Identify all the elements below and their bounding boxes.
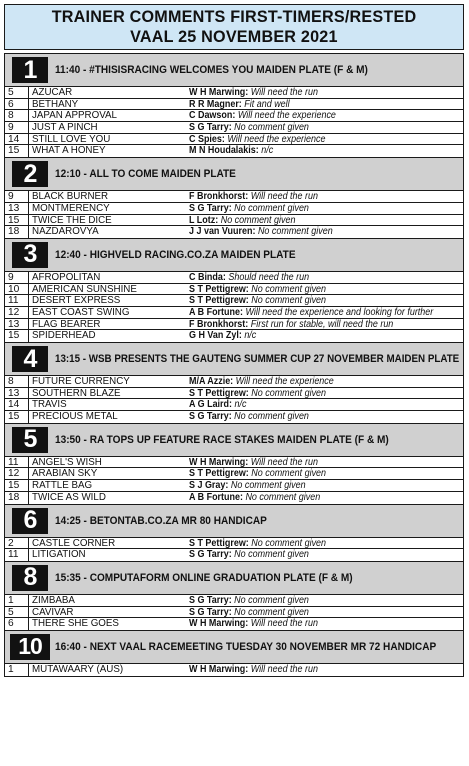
comment-text: Will need the run [250, 191, 318, 203]
runner-number: 11 [5, 295, 29, 306]
race-section [5, 157, 463, 238]
race-title: 16:40 - NEXT VAAL RACEMEETING TUESDAY 30 NOVEMBER MR 72 HANDICAP [55, 640, 437, 653]
horse-name: JAPAN APPROVAL [32, 110, 117, 122]
table-row [5, 492, 463, 504]
trainer-comment [189, 411, 309, 422]
comment-text: No comment given [251, 468, 327, 480]
horse-name: AFROPOLITAN [32, 271, 101, 283]
trainer-comment [189, 607, 309, 618]
trainer-name: S T Pettigrew: [189, 537, 249, 549]
horse-name: FUTURE CURRENCY [32, 376, 130, 387]
comment-text: No comment given [251, 283, 327, 295]
comment-text: Will need the experience [235, 376, 334, 387]
horse-name: JUST A PINCH [32, 122, 98, 134]
runner-number: 12 [5, 468, 29, 479]
race-section [5, 53, 463, 157]
trainer-comment [189, 110, 336, 121]
horse-name: AZUCAR [32, 87, 73, 98]
runner-number: 13 [5, 203, 29, 214]
runner-number: 13 [5, 388, 29, 399]
race-section [5, 342, 463, 423]
trainer-comment [189, 295, 326, 306]
trainer-comments-table [4, 53, 464, 677]
comment-text: Should need the run [228, 271, 310, 283]
race-section [5, 423, 463, 504]
comment-text: Will need the run [250, 663, 318, 675]
page-title-banner [4, 4, 464, 50]
table-row [5, 295, 463, 307]
race-number-badge: 3 [12, 242, 48, 268]
trainer-name: S G Tarry: [189, 122, 232, 134]
runner-number: 10 [5, 284, 29, 295]
table-row [5, 618, 463, 630]
comment-text: No comment given [245, 491, 321, 503]
race-header [5, 238, 463, 272]
runner-number: 11 [5, 549, 29, 561]
race-section [5, 238, 463, 342]
trainer-comment [189, 122, 309, 133]
comment-text: No comment given [234, 411, 309, 423]
table-row [5, 307, 463, 319]
trainer-name: F Bronkhorst: [189, 318, 249, 330]
trainer-comment [189, 480, 306, 491]
trainer-comment [189, 99, 290, 110]
comment-text: n/c [244, 330, 257, 342]
trainer-name: S T Pettigrew: [189, 468, 249, 480]
comment-text: Will need the run [250, 87, 318, 98]
race-title: 15:35 - COMPUTAFORM ONLINE GRADUATION PLATE (F & M) [55, 571, 353, 584]
trainer-name: S G Tarry: [189, 202, 232, 214]
horse-name: FLAG BEARER [32, 318, 101, 330]
runner-number: 2 [5, 538, 29, 549]
race-header [5, 423, 463, 457]
race-header [5, 630, 463, 664]
race-section [5, 630, 463, 676]
horse-name: TRAVIS [32, 399, 67, 411]
race-title: 12:40 - HIGHVELD RACING.CO.ZA MAIDEN PLATE [55, 248, 296, 261]
runner-number: 12 [5, 307, 29, 318]
horse-name: SPIDERHEAD [32, 330, 96, 342]
runner-number: 14 [5, 399, 29, 410]
race-number-badge: 8 [12, 565, 48, 591]
trainer-name: A B Fortune: [189, 306, 243, 318]
trainer-comment [189, 457, 318, 468]
horse-name: BLACK BURNER [32, 191, 109, 203]
horse-name: SOUTHERN BLAZE [32, 387, 121, 399]
race-number-badge: 2 [12, 161, 48, 187]
race-header [5, 157, 463, 191]
runner-number: 6 [5, 99, 29, 110]
runner-number: 13 [5, 319, 29, 330]
race-header [5, 342, 463, 376]
horse-name: AMERICAN SUNSHINE [32, 283, 137, 295]
table-row [5, 538, 463, 550]
table-row [5, 272, 463, 284]
trainer-name: J J van Vuuren: [189, 226, 256, 238]
race-number-badge: 1 [12, 57, 48, 83]
trainer-name: S T Pettigrew: [189, 283, 249, 295]
horse-name: EAST COAST SWING [32, 306, 130, 318]
table-row [5, 215, 463, 227]
race-header [5, 53, 463, 87]
table-row [5, 122, 463, 134]
comment-text: No comment given [234, 122, 309, 134]
comment-text: No comment given [234, 202, 309, 214]
horse-name: ANGEL'S WISH [32, 456, 102, 468]
comment-text: No comment given [230, 480, 306, 492]
horse-name: THERE SHE GOES [32, 618, 119, 630]
trainer-name: F Bronkhorst: [189, 191, 249, 203]
runner-number: 9 [5, 272, 29, 283]
table-row [5, 411, 463, 423]
trainer-name: M N Houdalakis: [189, 145, 259, 157]
table-row [5, 99, 463, 111]
race-number-badge: 10 [10, 634, 50, 660]
table-row [5, 595, 463, 607]
table-row [5, 388, 463, 400]
comment-text: No comment given [251, 537, 327, 549]
comment-text: n/c [261, 145, 274, 157]
trainer-comment [189, 307, 433, 318]
trainer-name: S G Tarry: [189, 549, 232, 561]
runner-number: 8 [5, 110, 29, 121]
comment-text: n/c [234, 399, 247, 411]
trainer-name: C Dawson: [189, 110, 236, 122]
trainer-name: C Spies: [189, 133, 225, 145]
table-row [5, 376, 463, 388]
table-row [5, 191, 463, 203]
race-title: 14:25 - BETONTAB.CO.ZA MR 80 HANDICAP [55, 514, 267, 527]
runner-number: 11 [5, 457, 29, 468]
trainer-name: S G Tarry: [189, 606, 232, 618]
trainer-name: W H Marwing: [189, 663, 249, 675]
page-subtitle: VAAL 25 NOVEMBER 2021 [130, 28, 338, 46]
horse-name: MUTAWAARY (AUS) [32, 663, 124, 675]
table-row [5, 87, 463, 99]
comment-text: No comment given [234, 606, 309, 618]
runner-number: 18 [5, 226, 29, 238]
runner-number: 5 [5, 87, 29, 98]
horse-name: LITIGATION [32, 549, 86, 561]
trainer-comment [189, 492, 320, 503]
comment-text: Will need the experience [227, 133, 326, 145]
comment-text: No comment given [234, 549, 309, 561]
runner-number: 18 [5, 492, 29, 504]
table-row [5, 457, 463, 469]
horse-name: STILL LOVE YOU [32, 133, 111, 145]
trainer-comment [189, 87, 318, 98]
table-row [5, 549, 463, 561]
comment-text: Will need the run [250, 618, 318, 630]
horse-name: TWICE AS WILD [32, 491, 106, 503]
trainer-name: W H Marwing: [189, 618, 249, 630]
table-row [5, 480, 463, 492]
runner-number: 1 [5, 595, 29, 606]
runner-number: 15 [5, 330, 29, 342]
trainer-comment [189, 330, 256, 341]
trainer-comment [189, 319, 393, 330]
trainer-name: C Binda: [189, 271, 226, 283]
comment-text: No comment given [257, 226, 333, 238]
trainer-comment [189, 388, 326, 399]
trainer-comment [189, 399, 246, 410]
trainer-comment [189, 134, 325, 145]
comment-text: No comment given [251, 295, 327, 307]
runner-number: 9 [5, 191, 29, 202]
comment-text: No comment given [251, 387, 327, 399]
trainer-comment [189, 595, 309, 606]
horse-name: ARABIAN SKY [32, 468, 98, 480]
table-row [5, 607, 463, 619]
trainer-comment [189, 664, 318, 675]
table-row [5, 203, 463, 215]
horse-name: TWICE THE DICE [32, 214, 112, 226]
trainer-comment [189, 226, 333, 237]
runner-number: 1 [5, 664, 29, 676]
trainer-comment [189, 376, 334, 387]
trainer-name: S G Tarry: [189, 411, 232, 423]
table-row [5, 134, 463, 146]
race-title: 13:50 - RA TOPS UP FEATURE RACE STAKES MAIDEN PLATE (F & M) [55, 433, 389, 446]
runner-number: 14 [5, 134, 29, 145]
table-row [5, 319, 463, 331]
trainer-comment [189, 191, 318, 202]
trainer-comment [189, 203, 309, 214]
runner-number: 15 [5, 145, 29, 157]
race-number-badge: 5 [12, 427, 48, 453]
table-row [5, 110, 463, 122]
trainer-name: A B Fortune: [189, 491, 243, 503]
race-section [5, 561, 463, 630]
trainer-name: G H Van Zyl: [189, 330, 242, 342]
comment-text: Will need the experience and looking for further [245, 306, 434, 318]
comment-text: Will need the run [250, 456, 318, 468]
runner-number: 5 [5, 607, 29, 618]
runner-number: 6 [5, 618, 29, 630]
trainer-comment [189, 618, 318, 629]
trainer-comment [189, 538, 326, 549]
runner-number: 15 [5, 215, 29, 226]
horse-name: PRECIOUS METAL [32, 411, 118, 423]
trainer-name: A G Laird: [189, 399, 233, 411]
trainer-name: W H Marwing: [189, 87, 249, 98]
race-title: 13:15 - WSB PRESENTS THE GAUTENG SUMMER CUP 27 NOVEMBER MAIDEN PLATE [55, 353, 460, 365]
trainer-comment [189, 272, 309, 283]
trainer-comment [189, 549, 309, 560]
trainer-name: R R Magner: [189, 98, 242, 110]
runner-number: 15 [5, 480, 29, 491]
race-header [5, 504, 463, 538]
trainer-comment [189, 284, 326, 295]
table-row [5, 664, 463, 676]
race-number-badge: 4 [12, 346, 48, 372]
page-title: TRAINER COMMENTS FIRST-TIMERS/RESTED [51, 8, 417, 26]
table-row [5, 399, 463, 411]
trainer-name: M/A Azzie: [189, 376, 234, 387]
race-title: 12:10 - ALL TO COME MAIDEN PLATE [55, 168, 236, 181]
horse-name: NAZDAROVYA [32, 226, 99, 238]
horse-name: MONTMERENCY [32, 202, 110, 214]
horse-name: CAVIVAR [32, 606, 74, 618]
horse-name: WHAT A HONEY [32, 145, 106, 157]
race-section [5, 504, 463, 561]
table-row [5, 468, 463, 480]
horse-name: RATTLE BAG [32, 480, 93, 492]
horse-name: DESERT EXPRESS [32, 295, 121, 307]
runner-number: 8 [5, 376, 29, 387]
runner-number: 15 [5, 411, 29, 423]
comment-text: No comment given [234, 594, 309, 606]
comment-text: Fit and well [244, 98, 290, 110]
table-row [5, 145, 463, 157]
trainer-name: S G Tarry: [189, 594, 232, 606]
comment-text: Will need the experience [237, 110, 336, 122]
trainer-name: S T Pettigrew: [189, 387, 249, 399]
trainer-name: S J Gray: [189, 480, 229, 492]
trainer-comment [189, 215, 295, 226]
race-number-badge: 6 [12, 508, 48, 534]
race-header [5, 561, 463, 595]
comment-text: First run for stable, will need the run [250, 318, 394, 330]
horse-name: CASTLE CORNER [32, 537, 116, 549]
horse-name: BETHANY [32, 98, 79, 110]
table-row [5, 330, 463, 342]
horse-name: ZIMBABA [32, 594, 75, 606]
comment-text: No comment given [220, 214, 296, 226]
trainer-comment [189, 145, 273, 156]
trainer-name: S T Pettigrew: [189, 295, 249, 307]
table-row [5, 284, 463, 296]
trainer-name: L Lotz: [189, 214, 219, 226]
race-title: 11:40 - #THISISRACING WELCOMES YOU MAIDEN PLATE (F & M) [55, 64, 368, 76]
trainer-name: W H Marwing: [189, 456, 249, 468]
trainer-comment [189, 468, 326, 479]
runner-number: 9 [5, 122, 29, 133]
table-row [5, 226, 463, 238]
